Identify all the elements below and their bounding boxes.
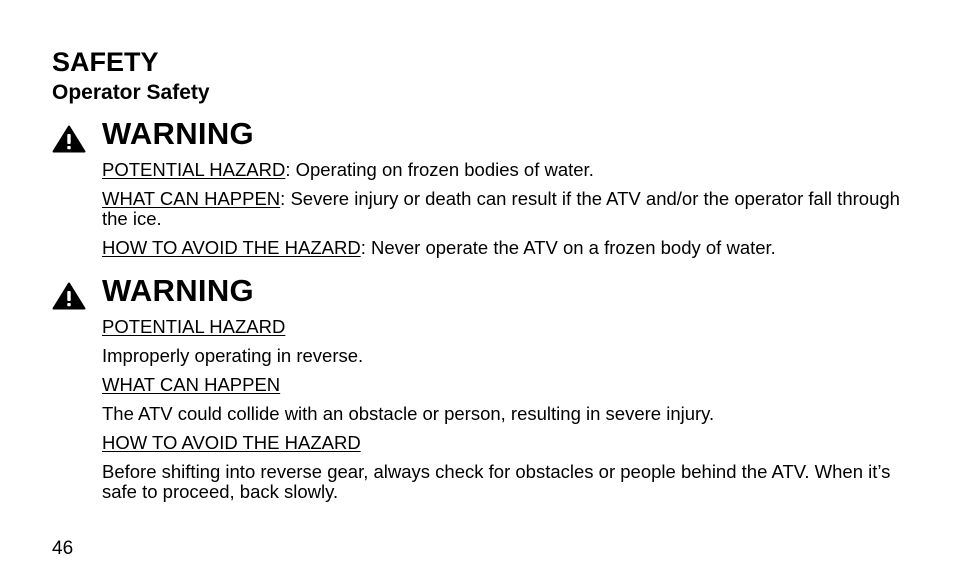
warning-title: WARNING [102, 273, 254, 308]
warning-body [102, 317, 912, 502]
warning-header [52, 273, 912, 311]
warning-block-reverse [52, 273, 912, 502]
how-to-avoid-paragraph [102, 238, 912, 258]
potential-hazard-text: Improperly operating in reverse. [102, 345, 364, 366]
warning-header [52, 116, 912, 154]
warning-triangle-icon [52, 282, 86, 310]
how-to-avoid-text: : Never operate the ATV on a frozen body of water. [360, 237, 776, 258]
how-to-avoid-text: Before shifting into reverse gear, always check for obstacles or people behind the ATV. When it’s safe to proceed, back slowly. [102, 461, 891, 502]
potential-hazard-paragraph [102, 160, 912, 180]
potential-hazard-text: : Operating on frozen bodies of water. [285, 159, 594, 180]
how-to-avoid-label: HOW TO AVOID THE HAZARD [102, 432, 361, 453]
warning-body [102, 160, 912, 258]
what-can-happen-label: WHAT CAN HAPPEN [102, 188, 281, 209]
section-title: SAFETY [52, 47, 159, 77]
what-can-happen-paragraph [102, 189, 912, 229]
warning-title: WARNING [102, 116, 254, 151]
what-can-happen-text: The ATV could collide with an obstacle or person, resulting in severe injury. [102, 403, 715, 424]
potential-hazard-label: POTENTIAL HAZARD [102, 316, 286, 337]
what-can-happen-text: : Severe injury or death can result if the ATV and/or the operator fall through the ice. [102, 188, 900, 229]
page-number: 46 [52, 538, 74, 559]
how-to-avoid-label: HOW TO AVOID THE HAZARD [102, 237, 361, 258]
warning-block-frozen-water [52, 116, 912, 258]
warning-triangle-icon [52, 125, 86, 153]
subsection-title: Operator Safety [52, 81, 210, 104]
what-can-happen-label: WHAT CAN HAPPEN [102, 374, 281, 395]
potential-hazard-label: POTENTIAL HAZARD [102, 159, 286, 180]
